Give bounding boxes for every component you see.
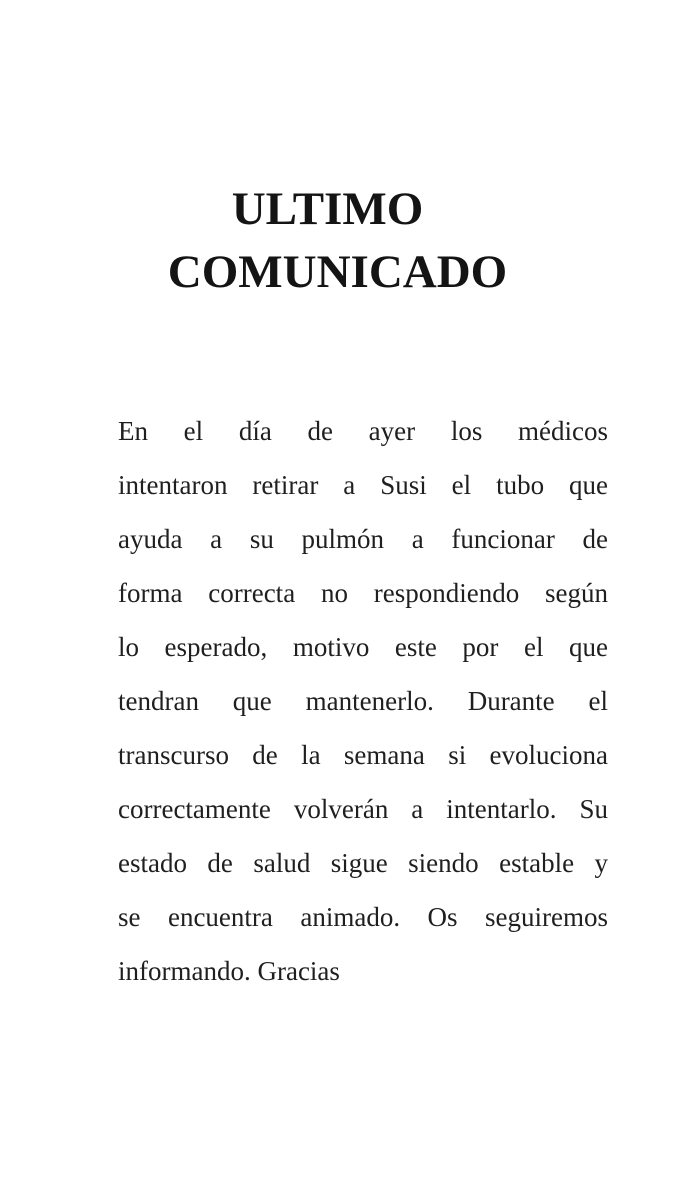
- title-line-1: ULTIMO: [231, 183, 424, 235]
- announcement-body: [118, 404, 608, 998]
- body-line: correctamente volverán a intentarlo. Su: [118, 794, 608, 824]
- body-line: En el día de ayer los médicos: [118, 416, 608, 446]
- body-line: informando. Gracias: [118, 956, 340, 986]
- body-line: ayuda a su pulmón a funcionar de: [118, 524, 608, 554]
- body-line: forma correcta no respondiendo según: [118, 578, 608, 608]
- body-line: se encuentra animado. Os seguiremos: [118, 902, 608, 932]
- title-line-2: COMUNICADO: [167, 246, 508, 298]
- page-title: [0, 178, 675, 304]
- body-line: transcurso de la semana si evoluciona: [118, 740, 608, 770]
- body-line: intentaron retirar a Susi el tubo que: [118, 470, 608, 500]
- body-line: tendran que mantenerlo. Durante el: [118, 686, 608, 716]
- body-line: estado de salud sigue siendo estable y: [118, 848, 608, 878]
- body-line: lo esperado, motivo este por el que: [118, 632, 608, 662]
